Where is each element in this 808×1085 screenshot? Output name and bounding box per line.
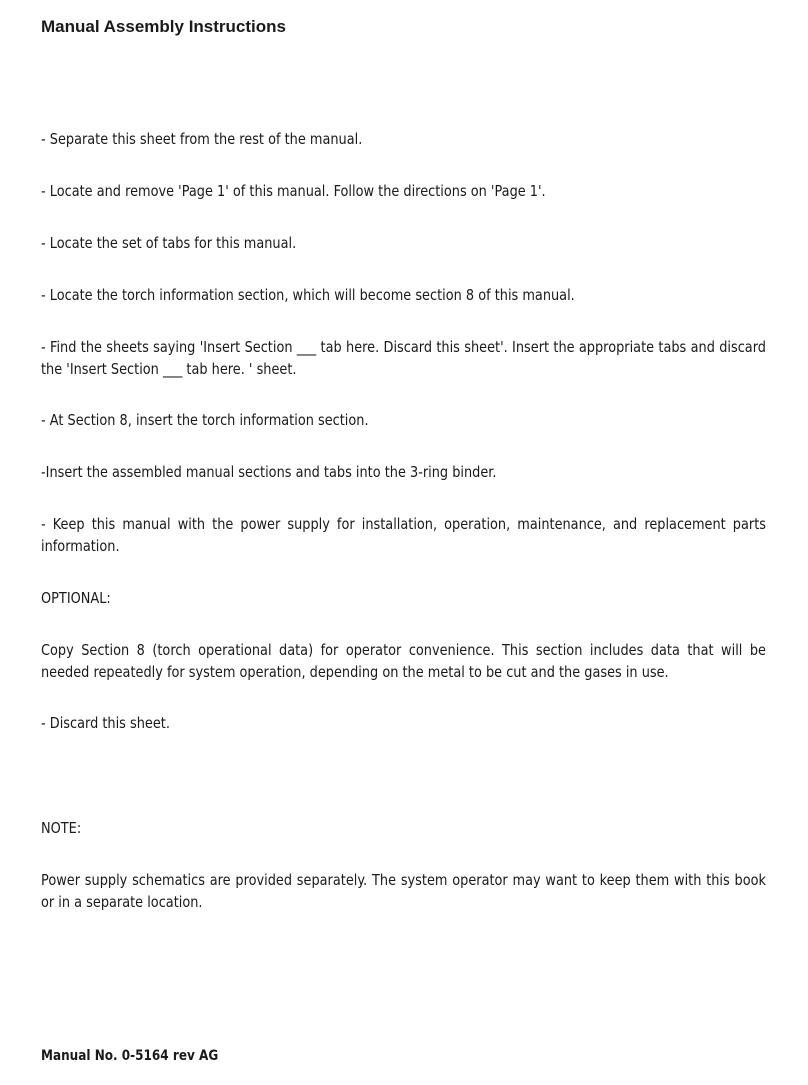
instruction-insert-into-binder: -Insert the assembled manual sections and tabs into the 3-ring binder. bbox=[41, 463, 497, 481]
optional-copy-section-8: Copy Section 8 (torch operational data) for operator convenience. This section includes data that will be needed repeatedly for system operation, depending on the metal to be cut and the gases in use. bbox=[41, 641, 766, 681]
instruction-insert-torch-section: - At Section 8, insert the torch information section. bbox=[41, 411, 369, 429]
instruction-locate-torch-section: - Locate the torch information section, which will become section 8 of this manual. bbox=[41, 286, 575, 304]
instruction-locate-page-1: - Locate and remove 'Page 1' of this manual. Follow the directions on 'Page 1'. bbox=[41, 182, 546, 200]
instruction-locate-tabs: - Locate the set of tabs for this manual. bbox=[41, 234, 297, 252]
note-power-supply-schematics: Power supply schematics are provided separately. The system operator may want to keep them with this book or in a separate location. bbox=[41, 871, 766, 911]
manual-number-footer: Manual No. 0-5164 rev AG bbox=[41, 1048, 219, 1064]
instruction-discard-sheet: - Discard this sheet. bbox=[41, 714, 170, 732]
instruction-insert-tabs: - Find the sheets saying 'Insert Section ___ tab here. Discard this sheet'. Insert the appropriate tabs and discard the 'Insert Section ___ tab here. ' sheet. bbox=[41, 338, 766, 378]
page-title: Manual Assembly Instructions bbox=[41, 17, 286, 36]
instruction-keep-manual: - Keep this manual with the power supply for installation, operation, maintenance, and replacement parts information. bbox=[41, 515, 766, 555]
note-heading: NOTE: bbox=[41, 819, 82, 837]
instruction-separate-sheet: - Separate this sheet from the rest of the manual. bbox=[41, 130, 363, 148]
optional-heading: OPTIONAL: bbox=[41, 589, 111, 607]
